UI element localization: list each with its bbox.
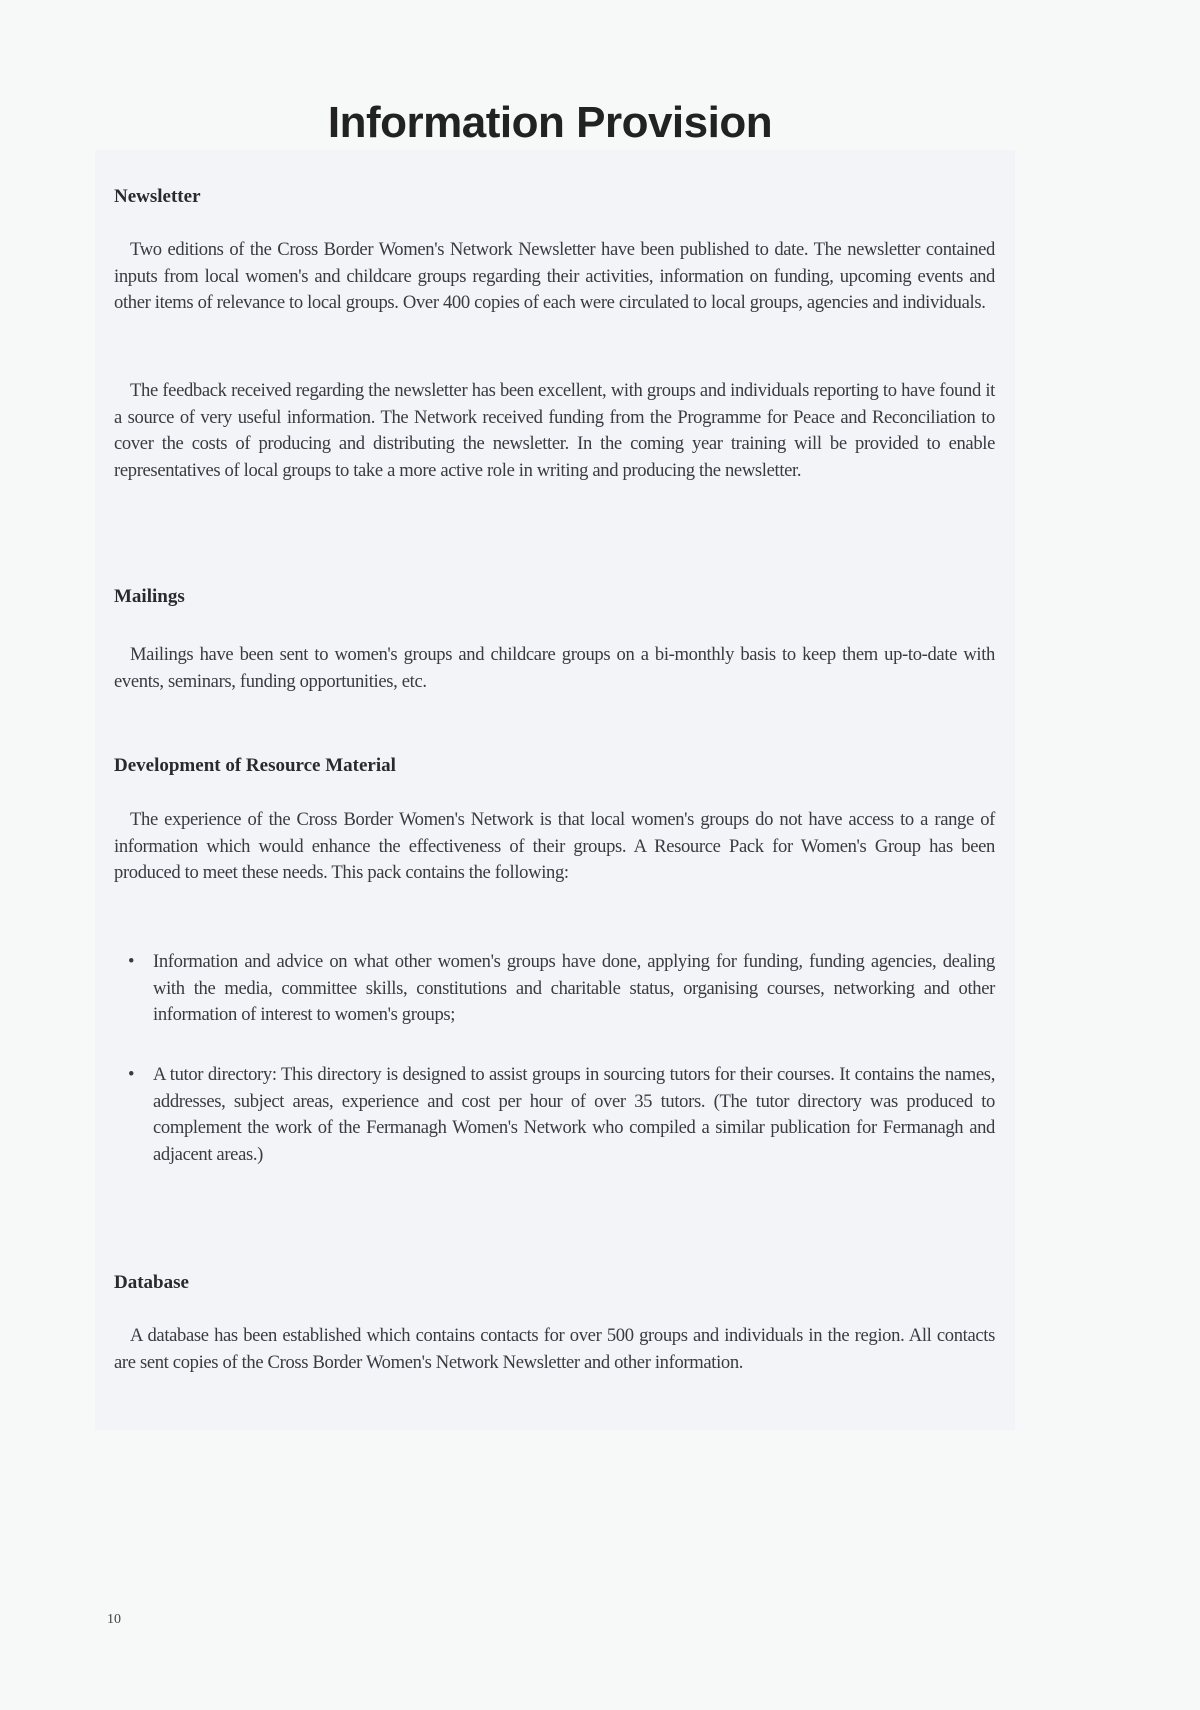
database-paragraph: A database has been established which contains contacts for over 500 groups and individuals in the region. All contacts are sent copies of the Cross Border Women's Network Newsletter and other information. xyxy=(114,1325,995,1373)
heading-resource-material: Development of Resource Material xyxy=(114,755,396,776)
heading-mailings: Mailings xyxy=(114,586,185,607)
heading-newsletter: Newsletter xyxy=(114,186,201,207)
resources-paragraph: The experience of the Cross Border Women's Network is that local women's groups do not have access to a range of information which would enhance the effectiveness of their groups. A Resource Pack for Women's Group has been produced to meet these needs. This pack contains the following: xyxy=(114,809,995,883)
page-tint xyxy=(95,150,1015,1430)
list-item xyxy=(128,1062,995,1168)
bullet: • xyxy=(128,951,135,972)
list-item xyxy=(128,949,995,1029)
heading-database: Database xyxy=(114,1272,189,1293)
newsletter-paragraph-1: Two editions of the Cross Border Women's Network Newsletter have been published to date. The newsletter contained inputs from local women's and childcare groups regarding their activities, information on funding, upcoming events and other items of relevance to local groups. Over 400 copies of each were circulated to local groups, agencies and individuals. xyxy=(114,239,995,313)
page-title: Information Provision xyxy=(327,98,773,147)
list-item-text: Information and advice on what other women's groups have done, applying for funding, funding agencies, dealing with the media, committee skills, constitutions and charitable status, organising courses, networking and other information of interest to women's groups; xyxy=(153,951,995,1025)
page-number: 10 xyxy=(107,1612,121,1627)
newsletter-paragraph-2: The feedback received regarding the newsletter has been excellent, with groups and individuals reporting to have found it a source of very useful information. The Network received funding from the Programme for Peace and Reconciliation to cover the costs of producing and distributing the newsletter. In the coming year training will be provided to enable representatives of local groups to take a more active role in writing and producing the newsletter. xyxy=(114,380,995,481)
mailings-paragraph: Mailings have been sent to women's groups and childcare groups on a bi-monthly basis to keep them up-to-date with events, seminars, funding opportunities, etc. xyxy=(114,644,995,692)
list-item-text: A tutor directory: This directory is designed to assist groups in sourcing tutors for their courses. It contains the names, addresses, subject areas, experience and cost per hour of over 35 tutors. (The tutor directory was produced to complement the work of the Fermanagh Women's Network who compiled a similar publication for Fermanagh and adjacent areas.) xyxy=(153,1064,995,1165)
bullet: • xyxy=(128,1064,135,1085)
